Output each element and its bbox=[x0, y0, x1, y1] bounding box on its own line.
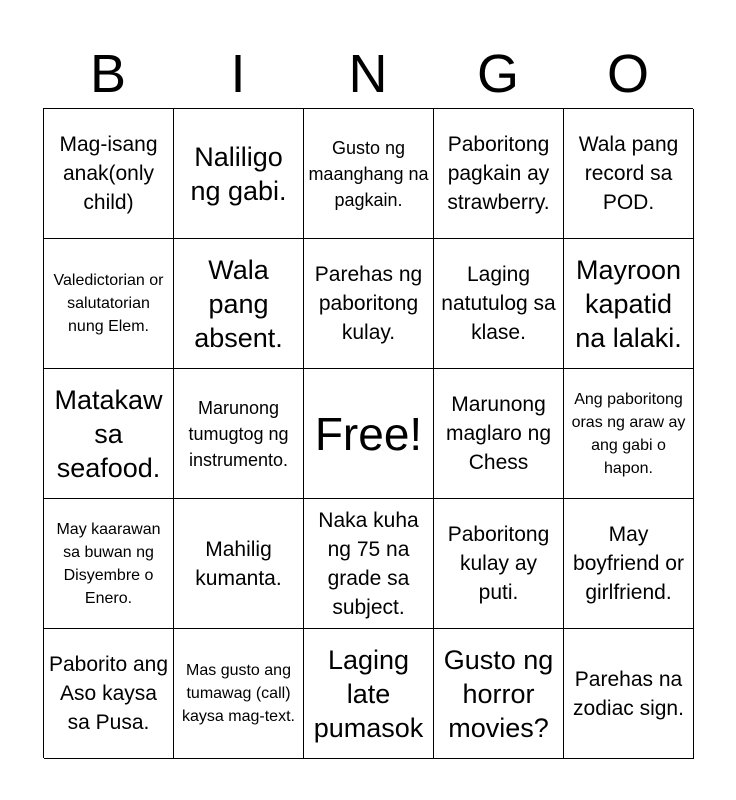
cell-text: Ang paboritong oras ng araw ay ang gabi o hapon. bbox=[571, 390, 686, 477]
bingo-cell[interactable] bbox=[44, 369, 174, 499]
cell-text: Parehas ng paboritong kulay. bbox=[314, 263, 423, 344]
bingo-cell[interactable] bbox=[304, 109, 434, 239]
bingo-cell[interactable] bbox=[174, 109, 304, 239]
cell-text: Naliligo ng gabi. bbox=[190, 141, 287, 206]
cell-text: Mag-isang anak(only child) bbox=[59, 133, 158, 214]
bingo-cell[interactable] bbox=[44, 629, 174, 759]
cell-text: Mayroon kapatid na lalaki. bbox=[575, 254, 682, 353]
header-letter-i: I bbox=[230, 44, 246, 104]
header-letter-g: G bbox=[476, 44, 519, 104]
cell-text: Laging late pumasok bbox=[313, 644, 424, 743]
header-letter-o: O bbox=[606, 44, 649, 104]
bingo-cell[interactable] bbox=[304, 239, 434, 369]
cell-text: Marunong tumugtog ng instrumento. bbox=[188, 397, 289, 470]
cell-text: May kaarawan sa buwan ng Disyembre o Enero. bbox=[56, 520, 161, 607]
bingo-cell[interactable] bbox=[174, 239, 304, 369]
cell-text: Wala pang record sa POD. bbox=[578, 133, 679, 214]
cell-text: Matakaw sa seafood. bbox=[54, 384, 163, 483]
cell-text: Mahilig kumanta. bbox=[195, 537, 282, 590]
bingo-cell[interactable] bbox=[44, 499, 174, 629]
cell-text: Gusto ng horror movies? bbox=[443, 644, 554, 743]
bingo-cell[interactable] bbox=[304, 499, 434, 629]
header-letter-b: B bbox=[89, 44, 127, 104]
bingo-cell[interactable] bbox=[174, 499, 304, 629]
cell-text: Free! bbox=[314, 407, 423, 460]
cell-text: Laging natutulog sa klase. bbox=[441, 263, 556, 344]
bingo-board bbox=[43, 108, 693, 758]
bingo-cell[interactable] bbox=[44, 239, 174, 369]
bingo-cell[interactable] bbox=[434, 499, 564, 629]
bingo-cell[interactable] bbox=[174, 629, 304, 759]
bingo-cell[interactable] bbox=[304, 629, 434, 759]
bingo-cell[interactable] bbox=[434, 369, 564, 499]
cell-text: Marunong maglaro ng Chess bbox=[445, 393, 552, 474]
bingo-cell[interactable] bbox=[44, 109, 174, 239]
bingo-cell[interactable] bbox=[434, 629, 564, 759]
bingo-cell[interactable] bbox=[564, 109, 694, 239]
cell-text: Mas gusto ang tumawag (call) kaysa mag-text. bbox=[182, 662, 295, 725]
header-letter-n: N bbox=[348, 44, 388, 104]
bingo-header bbox=[43, 40, 693, 108]
bingo-cell[interactable] bbox=[564, 239, 694, 369]
cell-text: Paboritong pagkain ay strawberry. bbox=[447, 133, 550, 214]
cell-text: May boyfriend or girlfriend. bbox=[573, 523, 684, 604]
cell-text: Gusto ng maanghang na pagkain. bbox=[308, 137, 429, 210]
bingo-cell[interactable] bbox=[434, 109, 564, 239]
cell-text: Wala pang absent. bbox=[194, 254, 283, 353]
free-space-cell[interactable] bbox=[304, 369, 434, 499]
bingo-cell[interactable] bbox=[564, 369, 694, 499]
bingo-cell[interactable] bbox=[434, 239, 564, 369]
cell-text: Paborito ang Aso kaysa sa Pusa. bbox=[48, 653, 169, 734]
cell-text: Paboritong kulay ay puti. bbox=[447, 523, 550, 604]
bingo-cell[interactable] bbox=[564, 499, 694, 629]
cell-text: Valedictorian or salutatorian nung Elem. bbox=[53, 272, 164, 335]
cell-text: Naka kuha ng 75 na grade sa subject. bbox=[318, 508, 419, 619]
bingo-cell[interactable] bbox=[174, 369, 304, 499]
cell-text: Parehas na zodiac sign. bbox=[573, 667, 684, 720]
bingo-cell[interactable] bbox=[564, 629, 694, 759]
